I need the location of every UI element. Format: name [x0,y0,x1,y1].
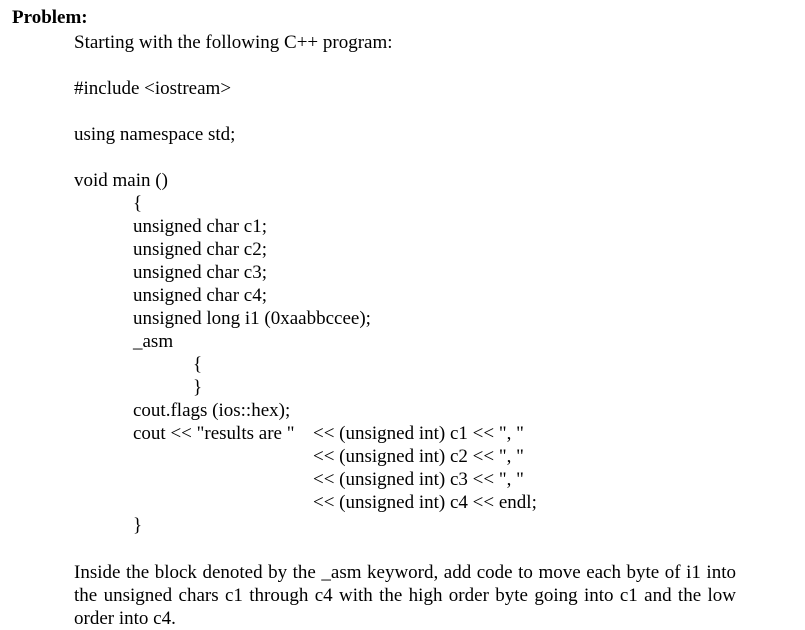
code-decl-i1: unsigned long i1 (0xaabbccee); [133,308,371,329]
code-cout-c3: << (unsigned int) c3 << ", " [313,469,524,490]
code-using-line: using namespace std; [74,124,236,145]
instruction-paragraph: Inside the block denoted by the _asm keyword, add code to move each byte of i1 into the unsigned chars c1 through c4 with the high order byte going into c1 and the low order into c4. [74,562,736,629]
code-cout-c4: << (unsigned int) c4 << endl; [313,492,537,513]
intro-text: Starting with the following C++ program: [74,32,393,53]
code-close-brace: } [133,515,143,536]
code-asm-close-brace: } [193,377,203,398]
code-decl-c2: unsigned char c2; [133,239,268,260]
code-cout-start: cout << "results are " [133,423,295,444]
code-asm-keyword: _asm [133,331,174,352]
code-decl-c3: unsigned char c3; [133,262,268,283]
problem-heading: Problem: [12,7,88,28]
code-include-line: #include <iostream> [74,78,232,99]
code-decl-c4: unsigned char c4; [133,285,268,306]
code-open-brace: { [133,193,143,214]
code-cout-flags: cout.flags (ios::hex); [133,400,291,421]
code-cout-c1: << (unsigned int) c1 << ", " [313,423,524,444]
code-asm-open-brace: { [193,354,203,375]
code-decl-c1: unsigned char c1; [133,216,268,237]
code-cout-c2: << (unsigned int) c2 << ", " [313,446,524,467]
code-main-signature: void main () [74,170,168,191]
